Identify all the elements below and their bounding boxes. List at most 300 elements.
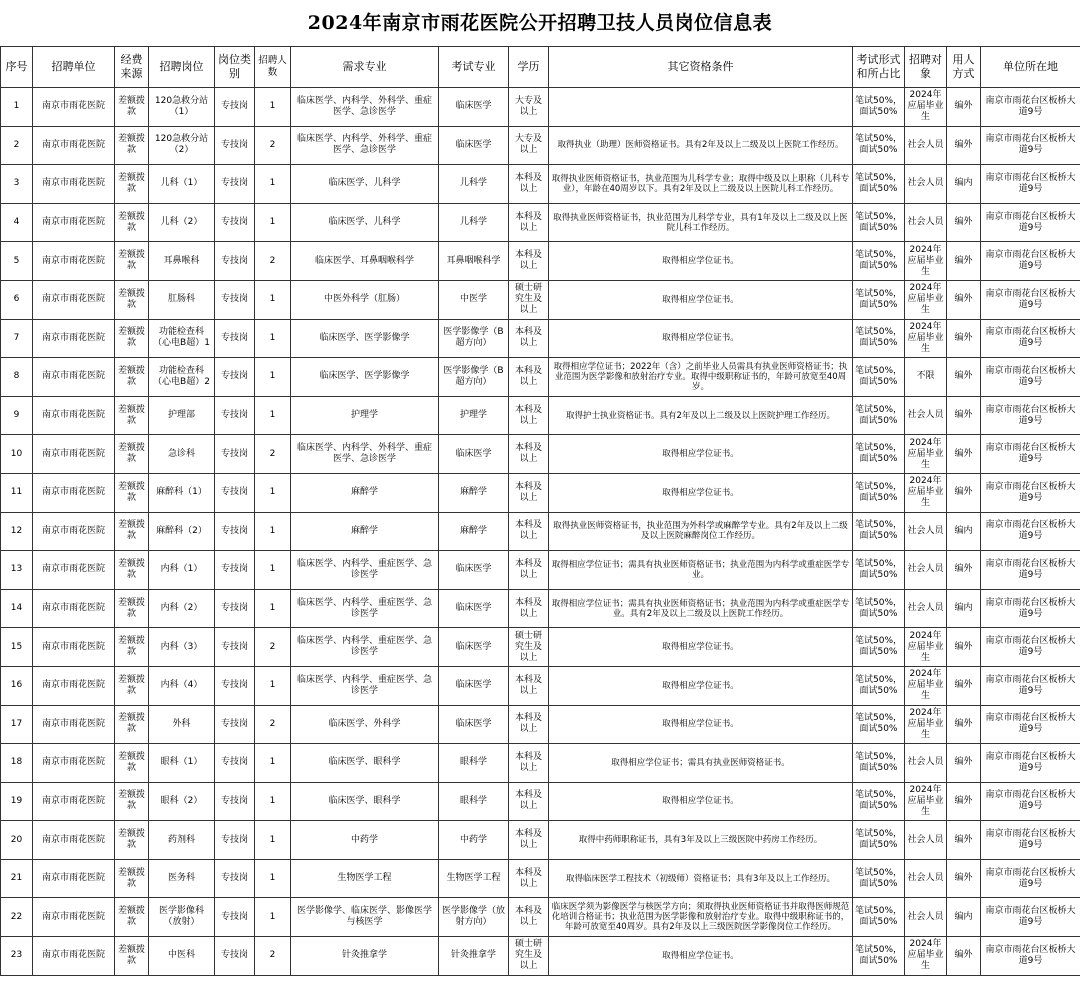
cell-fund: 差额拨款 [115,319,149,358]
cell-location: 南京市雨花台区板桥大道9号 [981,821,1080,860]
cell-target: 2024年应届毕业生 [905,937,947,976]
cell-fund: 差额拨款 [115,280,149,319]
cell-unit: 南京市雨花医院 [33,666,115,705]
cell-mode: 编外 [947,203,981,242]
cell-count: 1 [255,744,291,783]
cell-fund: 差额拨款 [115,512,149,551]
cell-fund: 差额拨款 [115,744,149,783]
cell-major: 临床医学、内科学、重症医学、急诊医学 [291,628,439,667]
cell-category: 专技岗 [215,242,255,281]
cell-location: 南京市雨花台区板桥大道9号 [981,358,1080,397]
cell-post: 内科（3） [149,628,215,667]
cell-education: 本科及以上 [509,859,549,898]
cell-education: 硕士研究生及以上 [509,937,549,976]
table-row [1,705,1080,744]
cell-no: 17 [1,705,33,744]
cell-major: 麻醉学 [291,473,439,512]
cell-location: 南京市雨花台区板桥大道9号 [981,628,1080,667]
cell-location: 南京市雨花台区板桥大道9号 [981,242,1080,281]
cell-conditions: 取得执业（助理）医师资格证书。具有2年及以上二级及以上医院工作经历。 [549,126,853,165]
cell-education: 本科及以上 [509,319,549,358]
header-conditions: 其它资格条件 [549,47,853,88]
cell-education: 本科及以上 [509,203,549,242]
cell-no: 3 [1,165,33,204]
cell-target: 社会人员 [905,512,947,551]
table-row [1,821,1080,860]
cell-category: 专技岗 [215,705,255,744]
cell-exam-form: 笔试50%，面试50% [853,165,905,204]
cell-category: 专技岗 [215,126,255,165]
cell-location: 南京市雨花台区板桥大道9号 [981,165,1080,204]
cell-target: 社会人员 [905,859,947,898]
cell-no: 1 [1,88,33,127]
table-row [1,589,1080,628]
cell-conditions: 取得相应学位证书。 [549,242,853,281]
cell-post: 护理部 [149,396,215,435]
cell-target: 不限 [905,358,947,397]
cell-exam-form: 笔试50%，面试50% [853,435,905,474]
cell-count: 1 [255,898,291,937]
cell-mode: 编外 [947,821,981,860]
cell-count: 1 [255,859,291,898]
cell-major: 临床医学、儿科学 [291,165,439,204]
cell-conditions: 取得护士执业资格证书。具有2年及以上二级及以上医院护理工作经历。 [549,396,853,435]
cell-education: 本科及以上 [509,744,549,783]
cell-education: 本科及以上 [509,589,549,628]
page-title: 2024年南京市雨花医院公开招聘卫技人员岗位信息表 [307,12,773,34]
cell-exam-major: 临床医学 [439,126,509,165]
cell-unit: 南京市雨花医院 [33,280,115,319]
cell-mode: 编外 [947,473,981,512]
cell-post: 中医科 [149,937,215,976]
cell-fund: 差额拨款 [115,859,149,898]
header-count: 招聘人数 [255,47,291,88]
cell-education: 本科及以上 [509,551,549,590]
cell-category: 专技岗 [215,319,255,358]
cell-major: 临床医学、内科学、重症医学、急诊医学 [291,666,439,705]
cell-fund: 差额拨款 [115,473,149,512]
cell-fund: 差额拨款 [115,242,149,281]
cell-education: 本科及以上 [509,898,549,937]
cell-exam-form: 笔试50%，面试50% [853,821,905,860]
cell-category: 专技岗 [215,203,255,242]
cell-exam-major: 儿科学 [439,165,509,204]
header-fund: 经费来源 [115,47,149,88]
cell-location: 南京市雨花台区板桥大道9号 [981,666,1080,705]
cell-count: 1 [255,782,291,821]
cell-no: 2 [1,126,33,165]
cell-target: 2024年应届毕业生 [905,435,947,474]
cell-unit: 南京市雨花医院 [33,358,115,397]
cell-conditions: 取得相应学位证书。 [549,280,853,319]
cell-mode: 编外 [947,705,981,744]
cell-conditions: 取得相应学位证书。 [549,473,853,512]
table-row [1,319,1080,358]
cell-mode: 编内 [947,512,981,551]
cell-conditions: 取得相应学位证书；需具有执业医师资格证书；执业范围为内科学或重症医学专业。具有2年及以上二级及以上医院工作经历。 [549,589,853,628]
cell-category: 专技岗 [215,744,255,783]
cell-exam-major: 临床医学 [439,628,509,667]
cell-exam-form: 笔试50%，面试50% [853,666,905,705]
cell-category: 专技岗 [215,551,255,590]
cell-education: 本科及以上 [509,435,549,474]
cell-category: 专技岗 [215,937,255,976]
cell-major: 中药学 [291,821,439,860]
table-row [1,898,1080,937]
cell-unit: 南京市雨花医院 [33,821,115,860]
cell-mode: 编内 [947,589,981,628]
cell-mode: 编外 [947,126,981,165]
cell-count: 1 [255,280,291,319]
cell-conditions: 取得相应学位证书。 [549,705,853,744]
cell-mode: 编外 [947,666,981,705]
cell-target: 社会人员 [905,396,947,435]
cell-education: 本科及以上 [509,705,549,744]
cell-major: 针灸推拿学 [291,937,439,976]
table-row [1,88,1080,127]
cell-post: 麻醉科（2） [149,512,215,551]
cell-mode: 编外 [947,435,981,474]
cell-exam-form: 笔试50%，面试50% [853,396,905,435]
cell-category: 专技岗 [215,512,255,551]
cell-post: 眼科（2） [149,782,215,821]
cell-exam-major: 麻醉学 [439,473,509,512]
cell-count: 1 [255,821,291,860]
cell-exam-major: 临床医学 [439,88,509,127]
table-row [1,165,1080,204]
cell-conditions: 取得相应学位证书。 [549,319,853,358]
cell-mode: 编外 [947,88,981,127]
cell-no: 18 [1,744,33,783]
table-row [1,435,1080,474]
header-mode: 用人方式 [947,47,981,88]
cell-post: 外科 [149,705,215,744]
table-header-row [1,47,1080,88]
cell-major: 临床医学、医学影像学 [291,319,439,358]
cell-target: 社会人员 [905,744,947,783]
cell-target: 2024年应届毕业生 [905,242,947,281]
cell-mode: 编内 [947,165,981,204]
cell-mode: 编外 [947,319,981,358]
table-row [1,396,1080,435]
cell-education: 大专及以上 [509,88,549,127]
cell-no: 13 [1,551,33,590]
table-row [1,859,1080,898]
cell-no: 4 [1,203,33,242]
cell-education: 硕士研究生及以上 [509,280,549,319]
cell-major: 临床医学、儿科学 [291,203,439,242]
cell-count: 2 [255,242,291,281]
cell-major: 中医外科学（肛肠） [291,280,439,319]
cell-exam-form: 笔试50%，面试50% [853,744,905,783]
cell-post: 眼科（1） [149,744,215,783]
cell-post: 120急救分站（2） [149,126,215,165]
cell-conditions: 取得相应学位证书。 [549,782,853,821]
cell-target: 2024年应届毕业生 [905,628,947,667]
cell-mode: 编外 [947,551,981,590]
table-row [1,512,1080,551]
cell-count: 1 [255,666,291,705]
cell-post: 急诊科 [149,435,215,474]
cell-unit: 南京市雨花医院 [33,744,115,783]
cell-target: 社会人员 [905,126,947,165]
cell-fund: 差额拨款 [115,589,149,628]
cell-target: 社会人员 [905,203,947,242]
cell-education: 本科及以上 [509,821,549,860]
cell-exam-major: 针灸推拿学 [439,937,509,976]
cell-fund: 差额拨款 [115,126,149,165]
cell-exam-major: 中医学 [439,280,509,319]
header-major: 需求专业 [291,47,439,88]
cell-major: 临床医学、内科学、重症医学、急诊医学 [291,589,439,628]
cell-exam-major: 生物医学工程 [439,859,509,898]
cell-category: 专技岗 [215,628,255,667]
cell-post: 儿科（1） [149,165,215,204]
cell-category: 专技岗 [215,589,255,628]
cell-major: 临床医学、内科学、外科学、重症医学、急诊医学 [291,435,439,474]
cell-category: 专技岗 [215,280,255,319]
cell-post: 肛肠科 [149,280,215,319]
table-body [1,88,1080,976]
cell-post: 功能检查科（心电B超）1 [149,319,215,358]
cell-unit: 南京市雨花医院 [33,937,115,976]
table-row [1,358,1080,397]
cell-conditions: 取得相应学位证书；需具有执业医师资格证书；执业范围为内科学或重症医学专业。 [549,551,853,590]
cell-unit: 南京市雨花医院 [33,88,115,127]
cell-no: 12 [1,512,33,551]
cell-post: 内科（1） [149,551,215,590]
cell-location: 南京市雨花台区板桥大道9号 [981,551,1080,590]
cell-conditions: 取得相应学位证书；2022年（含）之前毕业人员需具有执业医师资格证书；执业范围为医学影像和放射治疗专业。取得中级职称证书的，年龄可放宽至40周岁。 [549,358,853,397]
cell-fund: 差额拨款 [115,551,149,590]
cell-major: 临床医学、外科学 [291,705,439,744]
cell-exam-form: 笔试50%，面试50% [853,358,905,397]
cell-exam-form: 笔试50%，面试50% [853,126,905,165]
cell-education: 本科及以上 [509,666,549,705]
cell-post: 内科（4） [149,666,215,705]
cell-major: 麻醉学 [291,512,439,551]
cell-count: 1 [255,203,291,242]
cell-conditions: 取得临床医学工程技术（初级师）资格证书；具有3年及以上工作经历。 [549,859,853,898]
cell-unit: 南京市雨花医院 [33,435,115,474]
cell-category: 专技岗 [215,435,255,474]
cell-unit: 南京市雨花医院 [33,203,115,242]
cell-unit: 南京市雨花医院 [33,512,115,551]
cell-fund: 差额拨款 [115,396,149,435]
cell-target: 2024年应届毕业生 [905,319,947,358]
cell-major: 临床医学、医学影像学 [291,358,439,397]
table-row [1,782,1080,821]
cell-category: 专技岗 [215,821,255,860]
header-unit: 招聘单位 [33,47,115,88]
cell-exam-form: 笔试50%，面试50% [853,628,905,667]
table-row [1,666,1080,705]
cell-exam-form: 笔试50%，面试50% [853,88,905,127]
cell-mode: 编外 [947,280,981,319]
cell-mode: 编外 [947,937,981,976]
cell-category: 专技岗 [215,666,255,705]
cell-fund: 差额拨款 [115,821,149,860]
header-no: 序号 [1,47,33,88]
cell-exam-major: 中药学 [439,821,509,860]
cell-unit: 南京市雨花医院 [33,473,115,512]
cell-no: 11 [1,473,33,512]
cell-location: 南京市雨花台区板桥大道9号 [981,126,1080,165]
cell-count: 1 [255,512,291,551]
cell-major: 临床医学、内科学、外科学、重症医学、急诊医学 [291,126,439,165]
cell-no: 20 [1,821,33,860]
cell-conditions: 取得执业医师资格证书，执业范围为儿科学专业；取得中级及以上职称（儿科专业），年龄在40周岁以下。具有2年及以上二级及以上医院儿科工作经历。 [549,165,853,204]
cell-unit: 南京市雨花医院 [33,126,115,165]
cell-education: 本科及以上 [509,242,549,281]
cell-no: 8 [1,358,33,397]
cell-target: 2024年应届毕业生 [905,473,947,512]
cell-exam-form: 笔试50%，面试50% [853,512,905,551]
header-category: 岗位类别 [215,47,255,88]
cell-mode: 编内 [947,898,981,937]
cell-no: 5 [1,242,33,281]
cell-unit: 南京市雨花医院 [33,396,115,435]
cell-exam-major: 眼科学 [439,744,509,783]
table-row [1,280,1080,319]
table-row [1,551,1080,590]
cell-location: 南京市雨花台区板桥大道9号 [981,88,1080,127]
cell-count: 2 [255,435,291,474]
cell-unit: 南京市雨花医院 [33,589,115,628]
cell-target: 2024年应届毕业生 [905,280,947,319]
cell-target: 社会人员 [905,821,947,860]
cell-education: 本科及以上 [509,473,549,512]
cell-unit: 南京市雨花医院 [33,165,115,204]
cell-no: 14 [1,589,33,628]
cell-fund: 差额拨款 [115,203,149,242]
cell-location: 南京市雨花台区板桥大道9号 [981,512,1080,551]
cell-no: 10 [1,435,33,474]
cell-conditions: 取得相应学位证书。 [549,628,853,667]
cell-conditions: 取得相应学位证书。 [549,666,853,705]
cell-education: 本科及以上 [509,358,549,397]
cell-conditions: 取得执业医师资格证书，执业范围为儿科学专业，具有1年及以上二级及以上医院儿科工作经历。 [549,203,853,242]
cell-conditions: 取得相应学位证书。 [549,937,853,976]
cell-exam-major: 临床医学 [439,435,509,474]
cell-mode: 编外 [947,242,981,281]
cell-major: 医学影像学、临床医学、影像医学与核医学 [291,898,439,937]
cell-exam-major: 医学影像学（B超方向） [439,319,509,358]
cell-exam-form: 笔试50%，面试50% [853,473,905,512]
cell-fund: 差额拨款 [115,666,149,705]
cell-conditions: 取得相应学位证书；需具有执业医师资格证书。 [549,744,853,783]
cell-major: 生物医学工程 [291,859,439,898]
cell-exam-form: 笔试50%，面试50% [853,937,905,976]
cell-unit: 南京市雨花医院 [33,705,115,744]
cell-location: 南京市雨花台区板桥大道9号 [981,937,1080,976]
cell-category: 专技岗 [215,782,255,821]
table-row [1,628,1080,667]
cell-count: 1 [255,396,291,435]
cell-mode: 编外 [947,859,981,898]
cell-target: 社会人员 [905,165,947,204]
cell-target: 社会人员 [905,589,947,628]
cell-unit: 南京市雨花医院 [33,859,115,898]
cell-major: 护理学 [291,396,439,435]
cell-education: 本科及以上 [509,396,549,435]
cell-location: 南京市雨花台区板桥大道9号 [981,396,1080,435]
cell-category: 专技岗 [215,358,255,397]
cell-location: 南京市雨花台区板桥大道9号 [981,705,1080,744]
cell-no: 9 [1,396,33,435]
cell-major: 临床医学、内科学、外科学、重症医学、急诊医学 [291,88,439,127]
cell-post: 医学影像科（放射） [149,898,215,937]
cell-post: 儿科（2） [149,203,215,242]
cell-education: 硕士研究生及以上 [509,628,549,667]
cell-exam-form: 笔试50%，面试50% [853,319,905,358]
cell-education: 本科及以上 [509,782,549,821]
cell-target: 2024年应届毕业生 [905,88,947,127]
cell-count: 1 [255,589,291,628]
cell-exam-major: 临床医学 [439,705,509,744]
header-exam-form: 考试形式和所占比 [853,47,905,88]
cell-no: 16 [1,666,33,705]
cell-count: 2 [255,937,291,976]
cell-category: 专技岗 [215,859,255,898]
cell-no: 21 [1,859,33,898]
cell-exam-major: 耳鼻咽喉科学 [439,242,509,281]
cell-conditions [549,88,853,127]
header-exam-major: 考试专业 [439,47,509,88]
cell-exam-major: 临床医学 [439,589,509,628]
cell-location: 南京市雨花台区板桥大道9号 [981,859,1080,898]
cell-unit: 南京市雨花医院 [33,628,115,667]
cell-fund: 差额拨款 [115,937,149,976]
cell-location: 南京市雨花台区板桥大道9号 [981,898,1080,937]
cell-education: 大专及以上 [509,126,549,165]
cell-conditions: 取得中药师职称证书，具有3年及以上三级医院中药房工作经历。 [549,821,853,860]
cell-category: 专技岗 [215,473,255,512]
header-location: 单位所在地 [981,47,1080,88]
cell-target: 2024年应届毕业生 [905,705,947,744]
cell-count: 1 [255,319,291,358]
cell-count: 2 [255,126,291,165]
cell-exam-major: 护理学 [439,396,509,435]
cell-category: 专技岗 [215,88,255,127]
cell-exam-major: 儿科学 [439,203,509,242]
cell-unit: 南京市雨花医院 [33,782,115,821]
cell-unit: 南京市雨花医院 [33,551,115,590]
table-row [1,937,1080,976]
cell-exam-major: 眼科学 [439,782,509,821]
table-row [1,242,1080,281]
cell-category: 专技岗 [215,898,255,937]
cell-exam-form: 笔试50%，面试50% [853,242,905,281]
header-post: 招聘岗位 [149,47,215,88]
cell-fund: 差额拨款 [115,435,149,474]
cell-count: 1 [255,358,291,397]
cell-fund: 差额拨款 [115,88,149,127]
cell-location: 南京市雨花台区板桥大道9号 [981,203,1080,242]
cell-no: 15 [1,628,33,667]
cell-mode: 编外 [947,744,981,783]
cell-exam-form: 笔试50%，面试50% [853,551,905,590]
cell-major: 临床医学、内科学、重症医学、急诊医学 [291,551,439,590]
table-row [1,203,1080,242]
cell-fund: 差额拨款 [115,358,149,397]
cell-mode: 编外 [947,396,981,435]
header-target: 招聘对象 [905,47,947,88]
cell-location: 南京市雨花台区板桥大道9号 [981,782,1080,821]
cell-count: 1 [255,473,291,512]
cell-post: 药剂科 [149,821,215,860]
cell-post: 功能检查科（心电B超）2 [149,358,215,397]
